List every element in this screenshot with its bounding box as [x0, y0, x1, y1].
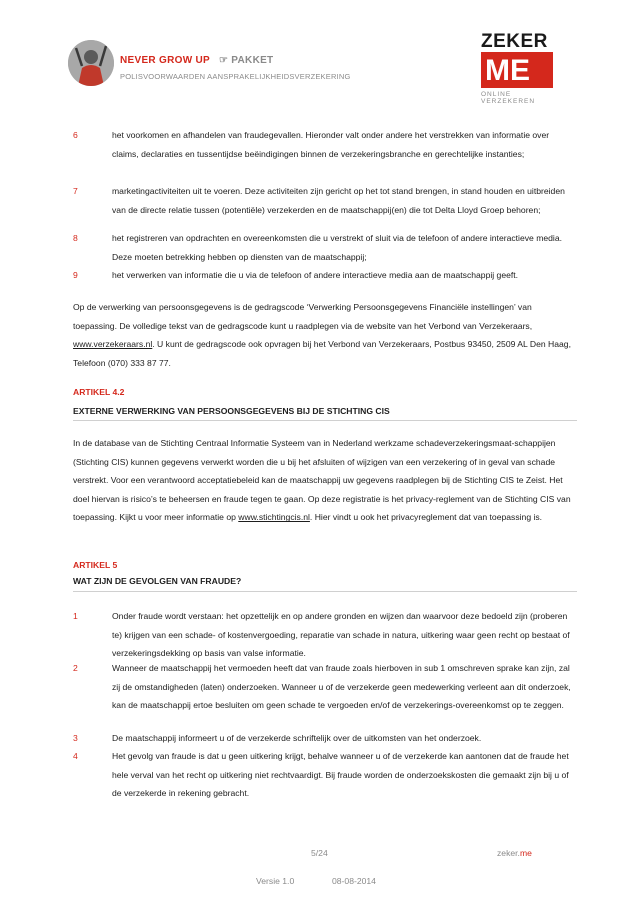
list-item: Onder fraude wordt verstaan: het opzettelijk en op andere gronden en wijzen dan waarvoor deze bedoeld zijn (proberen te) krijgen van een schade- of kostenvergoeding, reparatie van schade in natura, uitkering waar geen recht op bestaat of verzekeringsdekking op basis van valse informatie.: [112, 611, 570, 659]
footer-site: zeker.me: [497, 848, 532, 858]
version-label: Versie 1.0: [256, 876, 295, 886]
avatar: [68, 40, 114, 86]
list-number: 6: [73, 130, 78, 140]
divider: [73, 591, 577, 592]
list-number: 3: [73, 733, 78, 743]
list-number: 8: [73, 233, 78, 243]
list-number: 9: [73, 270, 78, 280]
cis-paragraph: In de database van de Stichting Centraal Informatie Systeem van in Nederland werkzame schadeverzekeringsmaat-schappijen (Stichting CIS) kunnen gegevens verwerkt worden die u bij het afsluiten of wijzigen van een verzekering of in geval van schade verstrekt. Voor een verantwoord acceptatiebeleid kan de maatschappij uw gegevens raadplegen bij de Stichting CIS te Zeist. Het doel hiervan is risico’s te beheersen en fraude tegen te gaan. Op deze registratie is het privacy-reglement van de Stichting CIS van toepassing. Kijkt u voor meer informatie op www.stichtingcis.nl. Hier vindt u ook het privacyreglement dat van toepassing is.: [73, 438, 571, 523]
list-item: het registreren van opdrachten en overeenkomsten die u verstrekt of sluit via de telefoon of andere interactieve media. Deze moeten betrekking hebben op diensten van de maatschappij;: [112, 233, 563, 262]
list-item: het voorkomen en afhandelen van fraudegevallen. Hieronder valt onder andere het verstrekken van informatie over claims, declaraties en tussentijdse beëindigingen binnen de verzekeringsbranche en gerechtelijke instanties;: [112, 130, 550, 159]
brand-title: [120, 55, 273, 66]
list-number: 4: [73, 751, 78, 761]
list-item: De maatschappij informeert u of de verzekerde schriftelijk over de uitkomsten van het onderzoek.: [112, 733, 482, 743]
list-item: Het gevolg van fraude is dat u geen uitkering krijgt, behalve wanneer u of de verzekerde kan aantonen dat de fraude het hele verval van het recht op uitkering niet rechtvaardigt. Bij fraude worden de onderzoekskosten die gemaakt zijn bij u of de verzekerde in rekening gebracht.: [112, 751, 569, 799]
article-label: ARTIKEL 5: [73, 560, 118, 570]
document-subtitle: POLISVOORWAARDEN AANSPRAKELIJKHEIDSVERZEKERING: [120, 72, 351, 81]
page-number: 5/24: [311, 848, 328, 858]
article-title: WAT ZIJN DE GEVOLGEN VAN FRAUDE?: [73, 576, 242, 586]
list-number: 7: [73, 186, 78, 196]
logo-tagline: ONLINE VERZEKEREN: [481, 91, 536, 105]
list-number: 2: [73, 663, 78, 673]
gedragscode-paragraph: Op de verwerking van persoonsgegevens is de gedragscode ‘Verwerking Persoonsgegevens Financiële instellingen’ van toepassing. De volledige tekst van de gedragscode kunt u raadplegen via de website van het Verbond van Verzekeraars, www.verzekeraars.nl. U kunt de gedragscode ook opvragen bij het Verbond van Verzekeraars, Postbus 93450, 2509 AL Den Haag, Telefoon (070) 333 87 77.: [73, 302, 571, 368]
zekerme-logo: [481, 32, 557, 105]
divider: [73, 420, 577, 421]
version-date: 08-08-2014: [332, 876, 376, 886]
stichtingcis-link[interactable]: www.stichtingcis.nl: [238, 512, 310, 523]
list-item: het verwerken van informatie die u via de telefoon of andere interactieve media aan de maatschappij geeft.: [112, 270, 519, 280]
logo-line1: ZEKER: [481, 31, 548, 52]
verzekeraars-link[interactable]: www.verzekeraars.nl: [73, 339, 153, 350]
logo-line2: ME: [481, 52, 553, 88]
package-label: ☞ PAKKET: [218, 55, 274, 66]
brand-name: NEVER GROW UP: [120, 55, 210, 66]
list-number: 1: [73, 611, 78, 621]
article-label: ARTIKEL 4.2: [73, 387, 125, 397]
list-item: Wanneer de maatschappij het vermoeden heeft dat van fraude zoals hierboven in sub 1 omschreven sprake kan zijn, zal zij de omstandigheden (laten) onderzoeken. Wanneer u of de verzekerde geen medewerking verleent aan dit onderzoek, kan de maatschappij ertoe besluiten om geen schade te vergoeden en/of de verzekerings-overeenkomst op te zeggen.: [112, 663, 571, 711]
hand-icon: ☞: [218, 55, 229, 66]
article-title: EXTERNE VERWERKING VAN PERSOONSGEGEVENS BIJ DE STICHTING CIS: [73, 406, 390, 416]
list-item: marketingactiviteiten uit te voeren. Deze activiteiten zijn gericht op het tot stand brengen, in stand houden en uitbreiden van de directe relatie tussen (potentiële) verzekerden en de maatschappij(en) die tot Delta Lloyd Groep behoren;: [112, 186, 565, 215]
